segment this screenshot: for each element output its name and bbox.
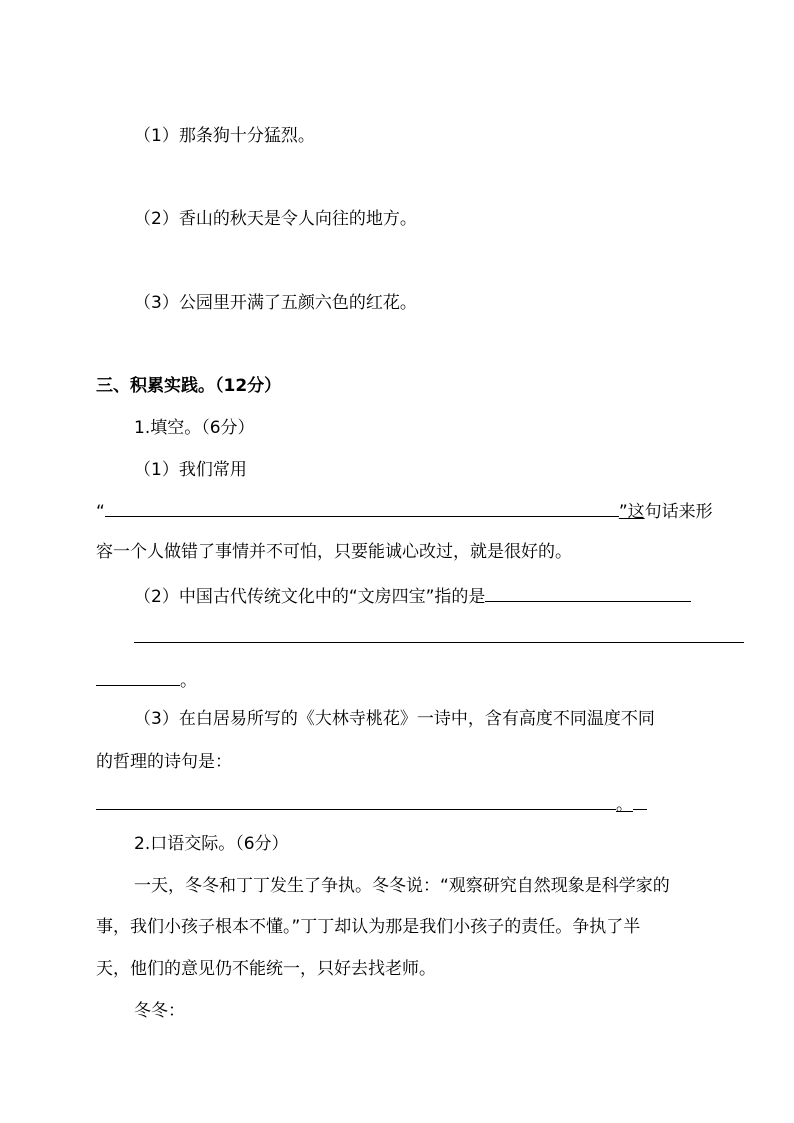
sentence-item-1: （1）那条狗十分猛烈。 <box>134 126 315 146</box>
question-1-part-2-text: （2）中国古代传统文化中的“文房四宝”指的是 <box>134 587 486 607</box>
question-1-part-1-after: 句话来形 <box>644 502 713 522</box>
question-1-title: 1.填空。（6分） <box>134 418 255 438</box>
question-1-part-1-blank-line <box>96 498 713 524</box>
question-2-title: 2.口语交际。（6分） <box>134 834 289 854</box>
answer-blank-3[interactable] <box>96 791 616 810</box>
question-2-paragraph-line-1: 一天，冬冬和丁丁发生了争执。冬冬说：“观察研究自然现象是科学家的 <box>134 876 670 896</box>
question-1-part-3-line-2: 的哲理的诗句是： <box>96 752 232 772</box>
question-2-paragraph-line-3: 天，他们的意见仍不能统一，只好去找老师。 <box>96 959 436 979</box>
answer-blank-1[interactable] <box>105 498 619 517</box>
question-1-part-2-end-line <box>96 667 197 693</box>
answer-blank-3-tail <box>633 791 647 810</box>
question-2-paragraph-line-2: 事，我们小孩子根本不懂。”丁丁却认为那是我们小孩子的责任。争执了半 <box>96 917 641 937</box>
sentence-item-3: （3）公园里开满了五颜六色的红花。 <box>134 293 417 313</box>
open-quote: “ <box>96 502 105 522</box>
speaker-dongdong: 冬冬： <box>134 1001 185 1021</box>
question-1-part-2-end: 。 <box>180 671 197 691</box>
answer-blank-2a[interactable] <box>485 583 691 602</box>
question-1-part-3-line-1: （3）在白居易所写的《大林寺桃花》一诗中，含有高度不同温度不同 <box>134 709 655 729</box>
answer-blank-2b[interactable] <box>134 642 744 643</box>
question-1-part-3-end: 。 <box>616 795 633 815</box>
question-1-part-1-lead: （1）我们常用 <box>134 460 247 480</box>
section-3-heading: 三、积累实践。（12分） <box>96 376 282 396</box>
answer-blank-2c[interactable] <box>96 667 180 686</box>
question-1-part-3-blank-line <box>96 791 647 817</box>
question-1-part-1-line-2: 容一个人做错了事情并不可怕，只要能诚心改过，就是很好的。 <box>96 542 572 562</box>
sentence-item-2: （2）香山的秋天是令人向往的地方。 <box>134 209 417 229</box>
close-quote: ”这 <box>618 502 645 522</box>
question-1-part-2-line <box>134 583 691 609</box>
